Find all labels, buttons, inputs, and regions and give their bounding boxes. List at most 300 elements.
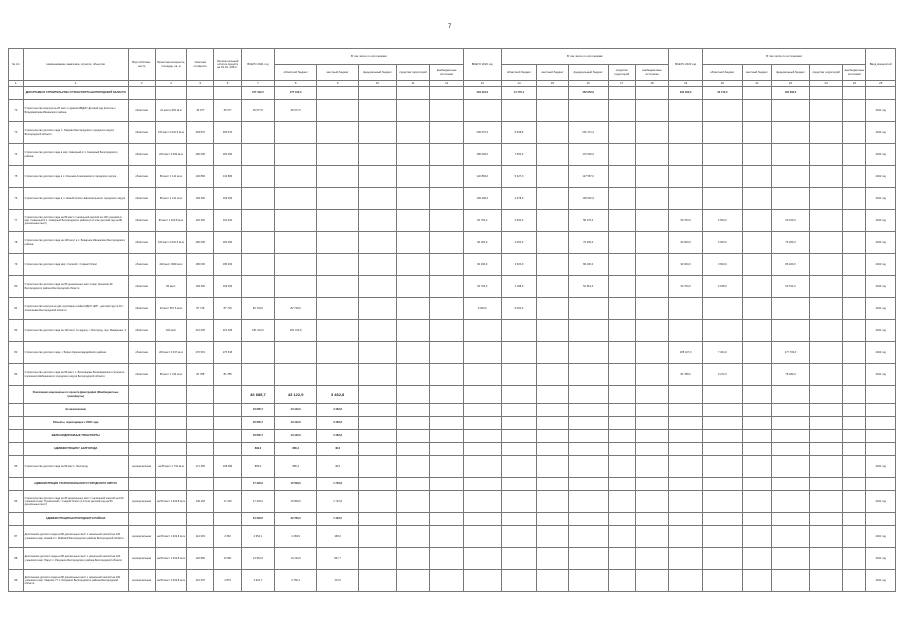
table-cell xyxy=(128,386,155,404)
row-name: АДМИНИСТРАЦИЯ Г. БЕЛГОРОДА xyxy=(23,443,128,456)
table-cell xyxy=(359,210,397,232)
hdr-source: внебюджетные источники xyxy=(635,65,669,81)
table-cell: 192 060,0 xyxy=(772,87,810,100)
table-cell xyxy=(430,430,464,443)
table-cell xyxy=(501,570,537,592)
table-cell: 73 xyxy=(9,122,24,144)
table-cell xyxy=(702,386,742,404)
table-cell xyxy=(128,87,155,100)
table-cell: 160 мест 2 001,5 кв.м xyxy=(155,122,186,144)
table-row xyxy=(9,254,896,276)
table-cell xyxy=(568,320,608,342)
table-cell: 120 850 xyxy=(187,548,214,570)
table-cell xyxy=(568,100,608,122)
table-cell xyxy=(742,232,771,254)
table-cell: 81 788 xyxy=(187,364,214,386)
table-cell: муниципальная xyxy=(128,570,155,592)
table-cell xyxy=(742,526,771,548)
column-number: 2 xyxy=(23,81,128,87)
table-row xyxy=(9,188,896,210)
table-cell xyxy=(809,232,843,254)
table-cell xyxy=(843,144,866,166)
table-cell xyxy=(635,166,669,188)
table-cell: областная xyxy=(128,320,155,342)
table-cell: 2023 год xyxy=(866,276,896,298)
table-cell xyxy=(501,342,537,364)
table-cell xyxy=(635,320,669,342)
table-cell: 43 122,9 xyxy=(275,404,317,417)
table-row xyxy=(9,478,896,491)
table-cell xyxy=(317,166,359,188)
table-cell xyxy=(635,298,669,320)
table-cell xyxy=(537,417,568,430)
table-row xyxy=(9,320,896,342)
table-cell xyxy=(772,456,810,478)
table-cell xyxy=(317,254,359,276)
table-cell: 221 625 xyxy=(187,320,214,342)
table-cell: 181 313,0 xyxy=(275,320,317,342)
table-cell xyxy=(809,570,843,592)
table-cell xyxy=(537,430,568,443)
table-cell xyxy=(396,548,430,570)
table-row xyxy=(9,443,896,456)
table-cell xyxy=(669,320,703,342)
table-cell xyxy=(772,298,810,320)
table-cell xyxy=(430,87,464,100)
table-cell: 76 000,0 xyxy=(568,232,608,254)
table-cell: областная xyxy=(128,188,155,210)
table-cell xyxy=(396,456,430,478)
table-cell xyxy=(537,404,568,417)
table-cell xyxy=(742,122,771,144)
table-cell xyxy=(702,526,742,548)
table-cell: 2 188,0 xyxy=(501,276,537,298)
row-name: Строительство детского сада, г. Бирюч Красногвардейского района xyxy=(23,342,128,364)
row-name: За назначением xyxy=(23,404,128,417)
column-number: 21 xyxy=(742,81,771,87)
hdr-source: местный бюджет xyxy=(742,65,771,81)
table-cell: 105 022,0 xyxy=(568,188,608,210)
table-cell xyxy=(809,122,843,144)
table-cell xyxy=(537,232,568,254)
table-cell: 86 xyxy=(9,491,24,513)
column-number: 10 xyxy=(359,81,397,87)
table-cell xyxy=(501,320,537,342)
table-cell: 108 992 xyxy=(214,456,241,478)
table-cell xyxy=(568,548,608,570)
table-cell: 2 500,0 xyxy=(702,210,742,232)
table-cell xyxy=(463,320,501,342)
table-cell: 80 мест xyxy=(155,276,186,298)
table-cell xyxy=(359,276,397,298)
table-cell: 58 170,0 xyxy=(568,210,608,232)
table-cell: 3 600,0 xyxy=(501,254,537,276)
table-row xyxy=(9,491,896,513)
table-cell: 185 107,0 xyxy=(669,342,703,364)
table-cell xyxy=(501,100,537,122)
investment-table xyxy=(8,48,896,592)
table-cell xyxy=(772,122,810,144)
hdr-source: средства территорий xyxy=(608,65,635,81)
table-cell xyxy=(772,570,810,592)
table-cell: 2021 год xyxy=(866,100,896,122)
table-cell xyxy=(501,430,537,443)
table-cell xyxy=(214,430,241,443)
column-number: 13 xyxy=(463,81,501,87)
table-cell: 82 718,0 xyxy=(241,298,275,320)
table-cell: 2023 год xyxy=(866,254,896,276)
table-cell xyxy=(275,188,317,210)
table-cell xyxy=(568,491,608,513)
table-cell: на 80 мест 1 623,8 кв.м xyxy=(155,526,186,548)
table-cell xyxy=(187,87,214,100)
table-cell: 109 400,0 xyxy=(463,188,501,210)
table-cell: 60 150,0 xyxy=(772,210,810,232)
table-cell xyxy=(9,386,24,404)
table-cell xyxy=(702,430,742,443)
table-cell xyxy=(241,144,275,166)
table-cell xyxy=(772,320,810,342)
table-cell: 81 xyxy=(9,298,24,320)
table-cell: 270 515 xyxy=(214,342,241,364)
table-cell: 109 400 xyxy=(214,188,241,210)
table-cell xyxy=(396,254,430,276)
table-cell: 127 557,0 xyxy=(568,166,608,188)
table-cell xyxy=(742,386,771,404)
table-cell xyxy=(396,144,430,166)
table-cell xyxy=(608,100,635,122)
table-cell: 80 мест 1 114 кв.м xyxy=(155,166,186,188)
table-cell xyxy=(501,386,537,404)
table-cell: 21 место 453 кв.м xyxy=(155,100,186,122)
table-cell xyxy=(241,188,275,210)
table-cell xyxy=(843,166,866,188)
table-cell xyxy=(809,548,843,570)
table-cell: 78 480,0 xyxy=(772,364,810,386)
table-cell: 83 xyxy=(9,342,24,364)
table-cell xyxy=(843,298,866,320)
row-name: Строительство детского сада на 80 мест, с. Бочковцевы Бочковцевского сельского поселения Шебекинского городского округа Белгородской области xyxy=(23,364,128,386)
table-cell xyxy=(537,491,568,513)
table-cell xyxy=(669,526,703,548)
table-cell xyxy=(702,320,742,342)
column-number: 17 xyxy=(608,81,635,87)
table-cell xyxy=(537,320,568,342)
table-cell xyxy=(702,417,742,430)
table-cell xyxy=(702,404,742,417)
table-cell xyxy=(635,276,669,298)
table-cell xyxy=(608,122,635,144)
table-cell: 2023 год xyxy=(866,232,896,254)
table-cell xyxy=(241,276,275,298)
table-cell xyxy=(9,417,24,430)
column-number: 6 xyxy=(214,81,241,87)
table-cell: 3 462,8 xyxy=(317,430,359,443)
table-cell: 85 xyxy=(9,456,24,478)
table-cell xyxy=(635,342,669,364)
table-cell: 109 400 xyxy=(187,276,214,298)
table-cell: 114 003 xyxy=(187,526,214,548)
table-cell xyxy=(463,478,501,491)
table-cell xyxy=(241,342,275,364)
column-number: 24 xyxy=(843,81,866,87)
table-cell xyxy=(501,491,537,513)
table-cell: 46 665,7 xyxy=(241,430,275,443)
table-cell xyxy=(702,491,742,513)
table-cell xyxy=(241,166,275,188)
table-cell xyxy=(608,443,635,456)
table-cell xyxy=(772,386,810,404)
table-cell xyxy=(155,417,186,430)
table-cell xyxy=(430,478,464,491)
table-cell: 224 290,0 xyxy=(669,87,703,100)
table-cell: 5 327,0 xyxy=(501,166,537,188)
table-cell xyxy=(843,443,866,456)
table-cell xyxy=(128,417,155,430)
table-cell xyxy=(635,417,669,430)
table-cell xyxy=(669,456,703,478)
table-cell: областная xyxy=(128,342,155,364)
table-cell xyxy=(742,430,771,443)
table-cell: 2021 год xyxy=(866,548,896,570)
table-cell: 209 570 xyxy=(187,122,214,144)
table-cell xyxy=(430,386,464,404)
table-cell xyxy=(809,417,843,430)
table-cell xyxy=(430,298,464,320)
table-cell xyxy=(359,417,397,430)
table-cell xyxy=(359,320,397,342)
table-cell xyxy=(430,570,464,592)
table-cell: 34 229,5 xyxy=(241,513,275,526)
table-row xyxy=(9,87,896,100)
table-cell xyxy=(501,456,537,478)
table-cell xyxy=(430,456,464,478)
table-cell xyxy=(463,100,501,122)
table-cell xyxy=(214,513,241,526)
table-cell: 2021 год xyxy=(866,320,896,342)
table-cell xyxy=(128,513,155,526)
table-cell xyxy=(275,342,317,364)
table-cell xyxy=(9,478,24,491)
table-cell xyxy=(463,430,501,443)
column-number: 20 xyxy=(702,81,742,87)
table-cell: 46 685,7 xyxy=(241,386,275,404)
table-cell: 886,4 xyxy=(275,456,317,478)
table-cell: 2024 год xyxy=(866,342,896,364)
hdr-commission: Ввод мощностей xyxy=(866,49,896,81)
table-cell xyxy=(396,298,430,320)
table-cell: 132 884 xyxy=(187,166,214,188)
column-number: 19 xyxy=(669,81,703,87)
table-cell xyxy=(275,210,317,232)
table-cell: 3 462,8 xyxy=(317,417,359,430)
table-cell xyxy=(396,122,430,144)
table-cell: 60 700,0 xyxy=(463,210,501,232)
table-cell xyxy=(430,342,464,364)
table-cell xyxy=(866,87,896,100)
table-cell: 82 718,0 xyxy=(275,298,317,320)
table-cell: 46,6 xyxy=(317,443,359,456)
table-cell xyxy=(537,364,568,386)
table-cell: 13 951 xyxy=(214,548,241,570)
table-cell: на 80 мест 1 623,8 кв.м xyxy=(155,548,186,570)
table-cell xyxy=(669,430,703,443)
table-cell xyxy=(463,386,501,404)
table-cell xyxy=(608,404,635,417)
table-cell xyxy=(635,210,669,232)
table-cell xyxy=(568,417,608,430)
table-cell: 87 xyxy=(9,526,24,548)
row-name: Строительство детского сада в с. Ильинка Алексеевского городского округа xyxy=(23,166,128,188)
table-cell xyxy=(396,166,430,188)
table-cell xyxy=(742,364,771,386)
table-cell: 3 600,0 xyxy=(702,254,742,276)
table-cell: 43 122,9 xyxy=(275,386,317,404)
table-cell xyxy=(809,364,843,386)
table-cell xyxy=(702,570,742,592)
table-row xyxy=(9,548,896,570)
table-cell: 140 мест xyxy=(155,320,186,342)
table-cell xyxy=(359,548,397,570)
hdr-name: Наименование заказчика, отрасли, объектов xyxy=(23,49,128,81)
table-cell xyxy=(635,570,669,592)
table-cell: 13 133,9 xyxy=(275,548,317,570)
table-cell xyxy=(702,188,742,210)
table-cell xyxy=(608,548,635,570)
table-cell xyxy=(396,478,430,491)
hdr-source: средства территорий xyxy=(809,65,843,81)
row-name: АДМИНИСТРАЦИЯ СТАРООСКОЛЬСКОГО ГОРОДСКОГО ОКРУГА xyxy=(23,478,128,491)
table-cell xyxy=(214,443,241,456)
table-cell: 35 077,0 xyxy=(275,100,317,122)
table-cell xyxy=(669,417,703,430)
table-cell xyxy=(669,166,703,188)
table-row xyxy=(9,404,896,417)
table-cell: 72 xyxy=(9,100,24,122)
table-cell xyxy=(359,570,397,592)
table-cell: 200 мест 3 337 кв.м xyxy=(155,342,186,364)
table-cell: 90 000,0 xyxy=(669,232,703,254)
table-cell xyxy=(187,417,214,430)
table-cell xyxy=(275,232,317,254)
table-cell xyxy=(359,456,397,478)
table-cell xyxy=(772,404,810,417)
table-cell xyxy=(702,513,742,526)
column-number: 4 xyxy=(155,81,186,87)
hdr-source: внебюджетные источники xyxy=(430,65,464,81)
table-cell xyxy=(843,276,866,298)
table-cell: 177 703,0 xyxy=(772,342,810,364)
table-row xyxy=(9,364,896,386)
table-cell: 80 xyxy=(9,276,24,298)
table-cell xyxy=(568,386,608,404)
table-cell: 84 xyxy=(9,364,24,386)
table-cell xyxy=(155,478,186,491)
table-cell: областная xyxy=(128,100,155,122)
table-cell: 827,7 xyxy=(317,548,359,570)
table-cell xyxy=(809,404,843,417)
table-cell xyxy=(463,364,501,386)
table-cell xyxy=(635,232,669,254)
table-cell xyxy=(359,144,397,166)
table-cell xyxy=(214,478,241,491)
table-cell xyxy=(635,144,669,166)
table-cell xyxy=(430,232,464,254)
table-cell xyxy=(501,404,537,417)
column-number: 15 xyxy=(537,81,568,87)
table-cell xyxy=(669,144,703,166)
table-cell xyxy=(866,443,896,456)
table-cell xyxy=(359,87,397,100)
row-name: Строительство детского сада на 80 мест г. Белгород xyxy=(23,456,128,478)
table-cell: 221 625 xyxy=(214,320,241,342)
hdr-source: областной бюджет xyxy=(275,65,317,81)
table-cell xyxy=(396,342,430,364)
table-cell xyxy=(635,526,669,548)
table-cell xyxy=(742,417,771,430)
table-cell xyxy=(241,254,275,276)
table-cell: 75 xyxy=(9,166,24,188)
table-cell: 2 483,9 xyxy=(275,526,317,548)
hdr-source: местный бюджет xyxy=(317,65,359,81)
table-cell: 140 118 xyxy=(187,491,214,513)
table-cell xyxy=(742,404,771,417)
row-name: Реализация национального проекта Демография (Межбюджетные трансферты) xyxy=(23,386,128,404)
table-cell xyxy=(317,188,359,210)
table-cell xyxy=(396,87,430,100)
table-cell xyxy=(809,342,843,364)
table-cell xyxy=(608,513,635,526)
table-cell: 4 000,0 xyxy=(702,232,742,254)
table-row xyxy=(9,417,896,430)
table-cell xyxy=(463,548,501,570)
table-cell: 43 122,9 xyxy=(275,417,317,430)
table-cell: 46,6 xyxy=(317,456,359,478)
table-cell xyxy=(537,443,568,456)
table-cell xyxy=(537,526,568,548)
row-name: Дополнение детского сада на 80 дошкольных мест с начальной школой на 100 учеников в мкр. Парус п. Разумное Белгородского района Белгородской области xyxy=(23,548,128,570)
column-number: 11 xyxy=(396,81,430,87)
table-cell xyxy=(187,443,214,456)
table-cell xyxy=(608,210,635,232)
table-cell xyxy=(430,364,464,386)
table-cell xyxy=(669,513,703,526)
table-cell: 172,6 xyxy=(317,570,359,592)
table-cell xyxy=(843,342,866,364)
table-cell xyxy=(359,122,397,144)
table-cell xyxy=(568,456,608,478)
table-cell xyxy=(843,478,866,491)
table-cell xyxy=(669,188,703,210)
table-cell: 2022 год xyxy=(866,144,896,166)
table-cell xyxy=(635,513,669,526)
column-number: 1 xyxy=(9,81,24,87)
table-cell xyxy=(568,298,608,320)
table-cell: 2 760,1 xyxy=(275,570,317,592)
table-cell: 2 914,7 xyxy=(241,570,275,592)
table-row xyxy=(9,144,896,166)
table-cell: 171 265 xyxy=(187,456,214,478)
table-cell xyxy=(501,548,537,570)
table-cell xyxy=(866,430,896,443)
table-cell xyxy=(772,430,810,443)
hdr-total-2022: ВСЕГО 2022 год xyxy=(463,49,501,81)
table-cell xyxy=(843,491,866,513)
table-cell: 180 000,0 xyxy=(463,144,501,166)
table-cell: 2022 год xyxy=(866,122,896,144)
table-cell: 2021 год xyxy=(866,491,896,513)
table-cell xyxy=(537,100,568,122)
